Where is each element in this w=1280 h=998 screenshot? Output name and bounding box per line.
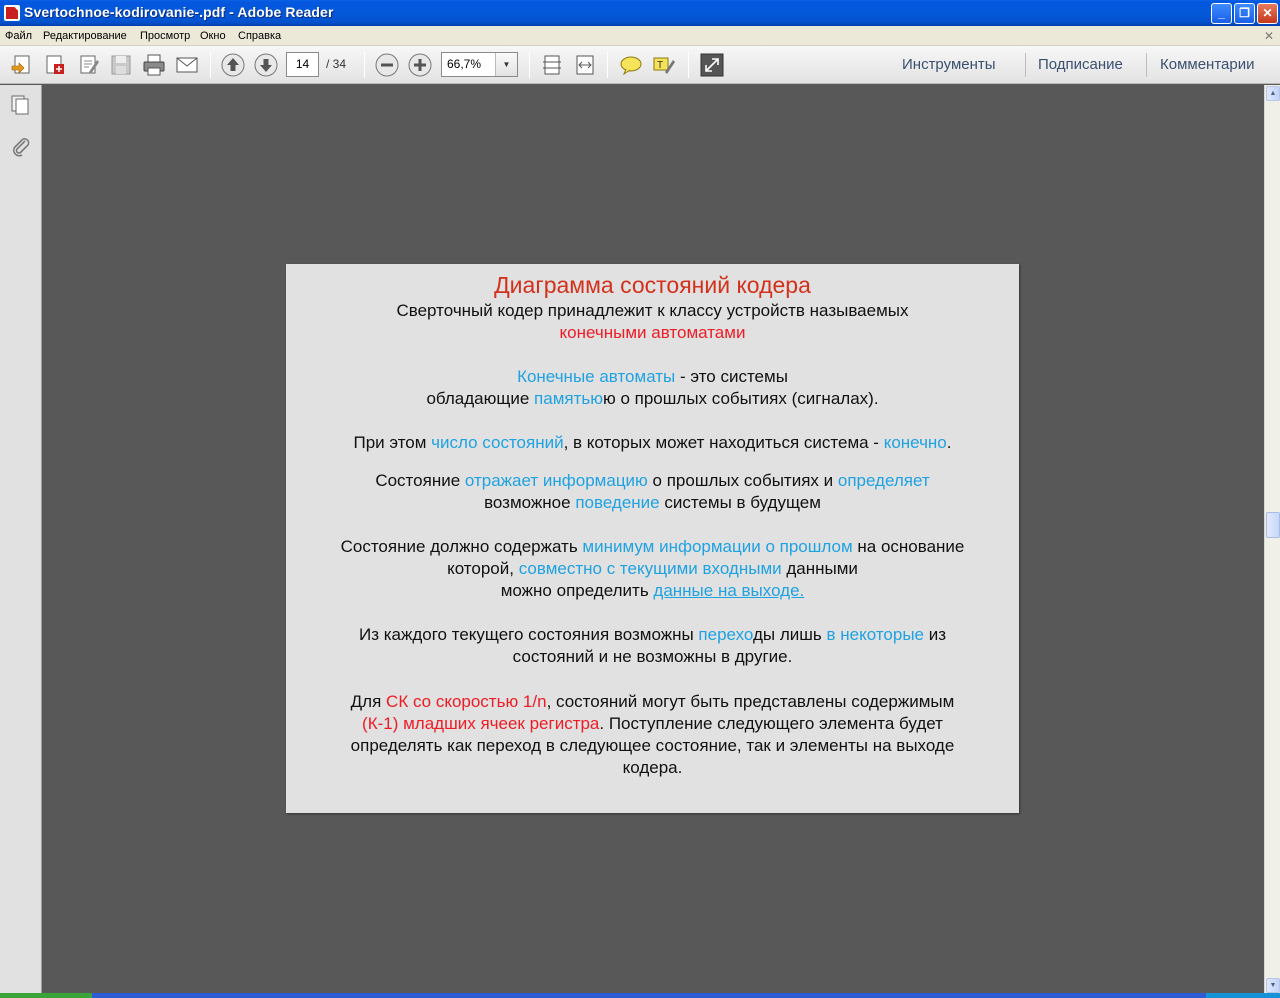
- toolbar-separator: [1146, 53, 1147, 77]
- text-segment: системы в будущем: [659, 493, 821, 512]
- print-button[interactable]: [141, 52, 167, 78]
- text-segment: определяет: [837, 471, 930, 490]
- toolbar-separator: [688, 52, 689, 78]
- text-segment: данными: [781, 559, 858, 578]
- text-segment: . Поступление следующего элемента будет: [599, 714, 943, 733]
- text-segment: определять как переход в следующее состояние, так и элементы на выходе: [350, 736, 955, 755]
- text-segment: Состояние: [375, 471, 465, 490]
- text-segment: , состояний могут быть представлены содержимым: [546, 692, 955, 711]
- fit-width-button[interactable]: [572, 52, 598, 78]
- text-segment: , в которых может находиться система -: [563, 433, 884, 452]
- text-line: [286, 433, 1019, 453]
- add-comment-button[interactable]: [618, 52, 644, 78]
- navigation-panel: [0, 85, 42, 998]
- close-button[interactable]: ✕: [1257, 3, 1278, 24]
- text-segment: на основание: [852, 537, 965, 556]
- menu-edit[interactable]: Редактирование: [43, 30, 127, 42]
- arrow-up-icon: [220, 52, 246, 78]
- menu-help[interactable]: Справка: [238, 30, 282, 42]
- toolbar-separator: [364, 52, 365, 78]
- text-segment: СК со скоростью 1/n: [386, 692, 547, 711]
- attachments-button[interactable]: [9, 135, 33, 159]
- text-segment: памятью: [534, 389, 603, 408]
- envelope-icon: [174, 52, 200, 78]
- minus-icon: [374, 52, 400, 78]
- edit-pdf-button[interactable]: [76, 52, 102, 78]
- tools-pane-link[interactable]: Инструменты: [902, 56, 996, 73]
- open-file-button[interactable]: [9, 52, 35, 78]
- text-line: [286, 471, 1019, 491]
- arrow-down-icon: [253, 52, 279, 78]
- window-title: Svertochnoe-kodirovanie-.pdf - Adobe Reader: [24, 4, 334, 20]
- text-line: [286, 692, 1019, 712]
- scrollbar-thumb[interactable]: [1266, 512, 1280, 538]
- email-button[interactable]: [174, 52, 200, 78]
- text-line: [286, 367, 1019, 387]
- text-line: [286, 323, 1019, 343]
- text-segment: отражает информацию: [464, 471, 648, 490]
- text-segment: о прошлых событиях и: [647, 471, 838, 490]
- fit-page-button[interactable]: [539, 52, 565, 78]
- printer-icon: [141, 52, 167, 78]
- paperclip-icon: [9, 135, 33, 159]
- text-segment: в некоторые: [826, 625, 924, 644]
- scroll-up-button[interactable]: ▲: [1266, 86, 1280, 101]
- sign-pane-link[interactable]: Подписание: [1038, 56, 1123, 73]
- text-segment: ю о прошлых событиях (сигналах).: [603, 389, 879, 408]
- menu-close-icon[interactable]: ✕: [1263, 29, 1274, 43]
- page-total-label: / 34: [326, 57, 347, 71]
- comments-pane-link[interactable]: Комментарии: [1160, 56, 1255, 73]
- menu-view[interactable]: Просмотр: [140, 30, 191, 42]
- text-line: [286, 647, 1019, 667]
- text-line: [286, 559, 1019, 579]
- create-pdf-icon: [42, 52, 68, 78]
- text-line: [286, 714, 1019, 734]
- chevron-down-icon[interactable]: ▼: [495, 53, 517, 76]
- text-segment: возможное: [484, 493, 576, 512]
- expand-icon: [699, 52, 725, 78]
- output-data-link[interactable]: данные на выходе.: [653, 581, 805, 600]
- menu-bar: [0, 26, 1280, 46]
- scroll-down-button[interactable]: ▼: [1266, 978, 1280, 993]
- fit-width-icon: [572, 52, 598, 78]
- zoom-level-select[interactable]: [441, 52, 518, 77]
- edit-document-icon: [76, 52, 102, 78]
- text-line: [286, 301, 1019, 321]
- text-segment: Для: [350, 692, 387, 711]
- comment-bubble-icon: [618, 52, 644, 78]
- next-page-button[interactable]: [253, 52, 279, 78]
- zoom-level-value: 66,7%: [447, 57, 482, 71]
- text-segment: Из каждого текущего состояния возможны: [358, 625, 699, 644]
- vertical-scrollbar[interactable]: [1264, 85, 1280, 998]
- create-pdf-button[interactable]: [42, 52, 68, 78]
- text-segment: совместно с текущими входными: [518, 559, 782, 578]
- text-segment: При этом: [353, 433, 432, 452]
- text-line: [286, 581, 1019, 601]
- taskbar: [0, 993, 1280, 998]
- text-segment: состояний и не возможны в другие.: [512, 647, 793, 666]
- text-segment: конечными автоматами: [559, 323, 746, 342]
- text-segment: Сверточный кодер принадлежит к классу устройств называемых: [396, 301, 909, 320]
- pdf-app-icon: [4, 5, 20, 21]
- system-tray: [1206, 993, 1280, 998]
- menu-window[interactable]: Окно: [200, 30, 226, 42]
- toolbar-separator: [529, 52, 530, 78]
- open-icon: [9, 52, 35, 78]
- text-segment: число состояний: [431, 433, 564, 452]
- highlight-marker-icon: [651, 52, 677, 78]
- text-line: [286, 758, 1019, 778]
- text-segment: конечно: [883, 433, 947, 452]
- toolbar-separator: [1025, 53, 1026, 77]
- highlight-text-button[interactable]: [651, 52, 677, 78]
- save-button[interactable]: [108, 52, 134, 78]
- save-icon: [108, 52, 134, 78]
- minimize-button[interactable]: _: [1211, 3, 1232, 24]
- text-line: [286, 493, 1019, 513]
- text-line: [286, 736, 1019, 756]
- text-segment: (К-1) младших ячеек регистра: [362, 714, 600, 733]
- text-segment: из: [924, 625, 947, 644]
- toolbar-separator: [607, 52, 608, 78]
- text-segment: .: [946, 433, 952, 452]
- text-line: [286, 625, 1019, 645]
- page-number-input[interactable]: 14: [286, 52, 319, 77]
- plus-icon: [407, 52, 433, 78]
- text-segment: - это системы: [675, 367, 788, 386]
- previous-page-button[interactable]: [220, 52, 246, 78]
- text-segment: которой,: [447, 559, 519, 578]
- toolbar-separator: [210, 52, 211, 78]
- text-segment: кодера.: [622, 758, 683, 777]
- text-segment: Конечные автоматы: [517, 367, 676, 386]
- text-segment: минимум информации о прошлом: [582, 537, 853, 556]
- fit-page-icon: [539, 52, 565, 78]
- text-line: [286, 537, 1019, 557]
- svg-text:T: T: [657, 60, 664, 71]
- title-bar: [0, 0, 1280, 26]
- page-thumbnails-icon: [9, 93, 33, 117]
- fullscreen-button[interactable]: [699, 52, 725, 78]
- page-thumbnails-button[interactable]: [9, 93, 33, 117]
- page-title: Диаграмма состояний кодера: [494, 272, 811, 298]
- start-button[interactable]: [0, 993, 92, 998]
- text-segment: перехо: [698, 625, 754, 644]
- pdf-page: [286, 264, 1019, 813]
- zoom-out-button[interactable]: [374, 52, 400, 78]
- text-segment: поведение: [575, 493, 660, 512]
- maximize-button[interactable]: ❐: [1234, 3, 1255, 24]
- text-segment: можно определить: [500, 581, 654, 600]
- text-segment: обладающие: [426, 389, 535, 408]
- text-segment: Состояние должно содержать: [340, 537, 583, 556]
- menu-file[interactable]: Файл: [5, 30, 33, 42]
- text-line: [286, 389, 1019, 409]
- zoom-in-button[interactable]: [407, 52, 433, 78]
- text-segment: ды лишь: [753, 625, 827, 644]
